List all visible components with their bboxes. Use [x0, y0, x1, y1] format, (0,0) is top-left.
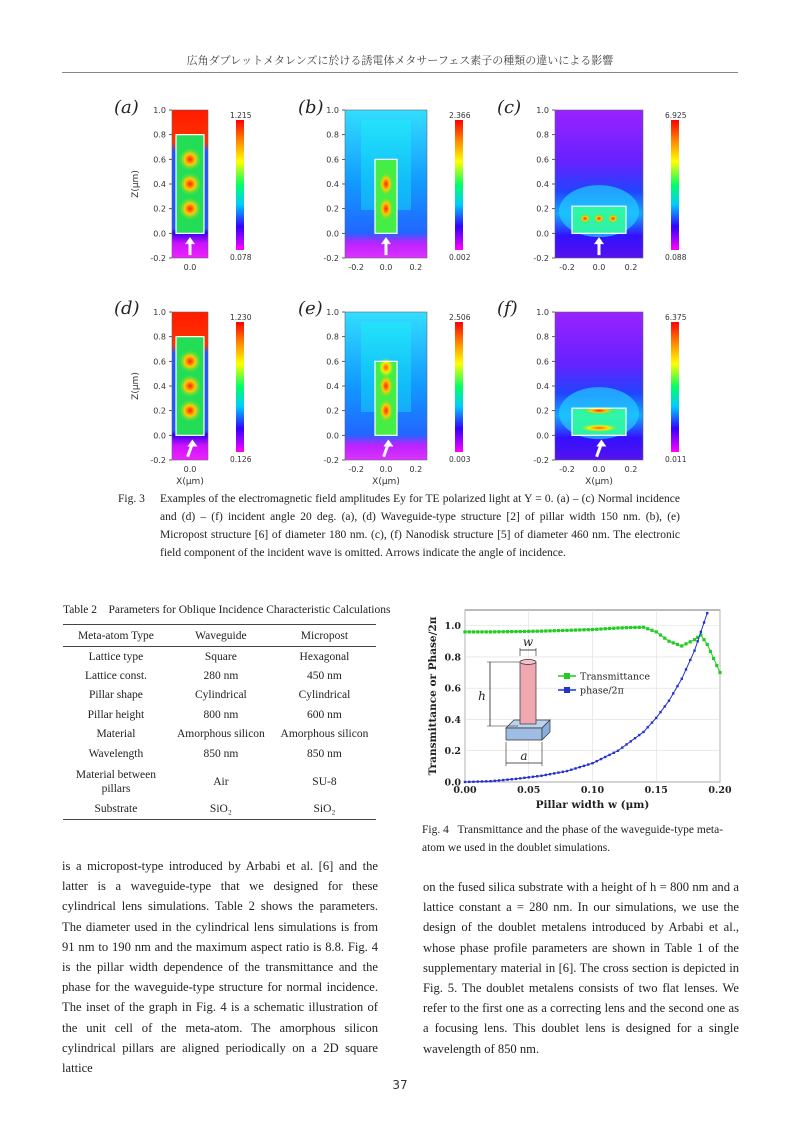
body-text-left: is a micropost-type introduced by Arbabi et al. [6] and the latter is a waveguide-type that we designed for these cylindrical lens simulations. Table 2 shows the parameters. The diameter used in the cylindrical lens simulations is from 91 nm to 190 nm and the maximum aspect ratio is 8.8. Fig. 4 is the pillar width dependence of the transmittance and the phase for the waveguide-type structure for normal incidence. The inset of the graph in Fig. 4 is a schematic illustration of the unit cell of the meta-atom. The amorphous silicon cylindrical pillars are aligned periodically on a 2D square lattice: [62, 859, 378, 1076]
x-tick-label: -0.2: [559, 465, 575, 474]
table-cell: Wavelength: [88, 747, 144, 760]
table-cell: Pillar height: [87, 708, 145, 721]
table-row: [63, 647, 376, 667]
field-map-panel: [323, 308, 470, 487]
table-row: [63, 725, 376, 745]
field-hotspot: [178, 399, 202, 423]
x-tick-label: 0.0: [183, 465, 197, 474]
x-tick-label: 0.05: [517, 785, 541, 796]
phase-point: [553, 772, 555, 774]
transmittance-point: [527, 630, 530, 633]
y-tick-label: -0.2: [533, 456, 549, 465]
transmittance-point: [621, 626, 624, 629]
fig4-caption-number: Fig. 4: [422, 824, 449, 836]
x-tick-label: 0.00: [453, 785, 477, 796]
y-tick-label: -0.2: [323, 254, 339, 263]
field-hotspot: [178, 374, 202, 398]
colorbar: [455, 322, 463, 452]
phase-point: [685, 668, 687, 670]
field-hotspot: [593, 214, 605, 224]
x-axis-label: X(μm): [372, 477, 400, 487]
phase-point: [668, 699, 670, 701]
y-tick-label: 0.2: [326, 406, 339, 416]
transmittance-point: [650, 629, 653, 632]
phase-point: [655, 717, 657, 719]
x-tick-label: 0.2: [409, 263, 423, 272]
phase-point: [506, 778, 508, 780]
colorbar: [455, 120, 463, 250]
y-tick-label: 0.4: [536, 180, 549, 189]
phase-point: [630, 740, 632, 742]
table-row: [63, 666, 376, 686]
y-tick-label: 0.8: [153, 130, 166, 140]
phase-point: [528, 776, 530, 778]
transmittance-point: [591, 628, 594, 631]
table-cell: Amorphous silicon: [176, 728, 265, 741]
colorbar: [236, 322, 244, 452]
field-map-panel: [150, 106, 251, 272]
phase-point: [549, 773, 551, 775]
y-axis-label: Z(μm): [131, 170, 141, 198]
y-tick-label: 0.8: [326, 332, 339, 342]
transmittance-point: [680, 644, 683, 647]
y-tick-label: 1.0: [153, 308, 166, 317]
colorbar: [236, 120, 244, 250]
x-tick-label: 0.2: [409, 465, 423, 474]
x-tick-label: 0.2: [624, 465, 638, 474]
y-tick-label: 0.2: [536, 204, 549, 214]
lattice-label: a: [520, 749, 528, 763]
phase-point: [532, 776, 534, 778]
phase-point: [591, 762, 593, 764]
phase-point: [477, 780, 479, 782]
table-cell: SiO₂: [169, 800, 273, 820]
table-cell: SiO₂: [273, 800, 376, 820]
figure-3: [0, 90, 800, 490]
phase-point: [642, 731, 644, 733]
table-cell: Pillar shape: [88, 689, 143, 702]
colorbar: [671, 322, 679, 452]
phase-point: [681, 678, 683, 680]
transmittance-point: [480, 630, 483, 633]
transmittance-point: [557, 629, 560, 632]
y-axis-label: Transmittance or Phase/2π: [427, 616, 439, 776]
table-cell: Lattice const.: [84, 669, 147, 682]
y-tick-label: 0.6: [326, 155, 339, 165]
table-row: [63, 800, 376, 820]
x-axis-label: X(μm): [585, 477, 613, 487]
y-tick-label: 0.0: [444, 777, 461, 789]
transmittance-point: [582, 628, 585, 631]
parameters-table: [63, 624, 376, 820]
x-tick-label: -0.2: [559, 263, 575, 272]
transmittance-point: [612, 627, 615, 630]
phase-point: [703, 621, 705, 623]
phase-point: [604, 756, 606, 758]
transmittance-point: [638, 626, 641, 629]
y-tick-label: 1.0: [536, 106, 549, 115]
table-cell: Hexagonal: [299, 650, 350, 663]
colorbar-min-label: 0.002: [449, 253, 471, 262]
pillar-top: [520, 660, 536, 665]
height-label: h: [478, 689, 486, 703]
table-cell: Material: [96, 728, 136, 741]
y-tick-label: 0.0: [326, 431, 339, 441]
phase-point: [700, 631, 702, 633]
colorbar-max-label: 6.925: [665, 111, 687, 120]
y-tick-label: 0.4: [326, 382, 339, 391]
pillar-body: [520, 662, 536, 724]
field-hotspot: [579, 424, 619, 432]
y-tick-label: 0.0: [153, 431, 166, 441]
phase-point: [502, 779, 504, 781]
y-tick-label: 0.6: [153, 357, 166, 367]
x-tick-label: 0.0: [379, 465, 393, 474]
phase-point: [515, 778, 517, 780]
y-tick-label: 0.2: [444, 746, 461, 758]
phase-point: [613, 752, 615, 754]
transmittance-point: [578, 628, 581, 631]
transmittance-point: [587, 628, 590, 631]
width-label: w: [522, 635, 534, 649]
y-tick-label: 1.0: [536, 308, 549, 317]
y-tick-label: 0.4: [536, 382, 549, 391]
y-tick-label: 0.0: [536, 431, 549, 441]
table-cell: Amorphous silicon: [280, 728, 369, 741]
phase-point: [689, 659, 691, 661]
field-map-panel: [533, 308, 686, 487]
table-cell: 800 nm: [203, 708, 239, 721]
colorbar-min-label: 0.126: [230, 455, 252, 464]
phase-point: [472, 781, 474, 783]
body-text-right: on the fused silica substrate with a height of h = 800 nm and a lattice constant a = 280 nm. In our simulations, we use the design of the doublet metalens introduced by Arbabi et al., whose phase profile parameters are shown in Table 1 of the supplementary material in [6]. The cross section is depicted in Fig. 5. The doublet metalens consists of two flat lenses. We refer to the first one as a correcting lens and the second one as a focusing lens. This doublet lens is designed for a single wavelength of 850 nm.: [423, 880, 739, 1056]
y-tick-label: 0.6: [153, 155, 166, 165]
y-tick-label: 0.0: [153, 229, 166, 239]
colorbar-max-label: 2.366: [449, 111, 471, 120]
phase-point: [676, 685, 678, 687]
phase-point: [706, 612, 708, 614]
phase-point: [672, 692, 674, 694]
phase-point: [566, 770, 568, 772]
phase-point: [498, 779, 500, 781]
phase-point: [464, 781, 466, 783]
transmittance-point: [693, 638, 696, 641]
phase-point: [617, 750, 619, 752]
transmittance-point: [659, 633, 662, 636]
field-hotspot: [178, 147, 202, 171]
y-tick-label: 0.8: [326, 130, 339, 140]
phase-point: [494, 780, 496, 782]
x-tick-label: 0.0: [183, 263, 197, 272]
table-header-cell: Waveguide: [169, 625, 273, 647]
field-map-panel: [323, 106, 470, 272]
colorbar-min-label: 0.078: [230, 253, 252, 262]
transmittance-point: [689, 640, 692, 643]
y-tick-label: 1.0: [444, 621, 461, 633]
phase-point: [659, 711, 661, 713]
y-tick-label: 0.8: [444, 652, 461, 664]
panel-label-f: (f): [497, 298, 518, 319]
transmittance-point: [523, 630, 526, 633]
x-axis-label: X(μm): [176, 477, 204, 487]
x-tick-label: -0.2: [348, 263, 364, 272]
phase-point: [557, 771, 559, 773]
x-tick-label: 0.15: [644, 785, 668, 796]
transmittance-point: [540, 630, 543, 633]
fig3-caption-number: Fig. 3: [118, 493, 145, 505]
transmittance-point: [667, 640, 670, 643]
x-tick-label: 0.20: [708, 785, 732, 796]
y-tick-label: 1.0: [326, 308, 339, 317]
phase-point: [489, 780, 491, 782]
transmittance-point: [570, 629, 573, 632]
panel-label-a: (a): [114, 97, 139, 118]
phase-point: [625, 743, 627, 745]
transmittance-point: [489, 630, 492, 633]
transmittance-point: [468, 630, 471, 633]
panel-label-c: (c): [497, 97, 522, 118]
table2-title: Table 2 Parameters for Oblique Incidence Characteristic Calculations: [63, 604, 391, 616]
y-tick-label: 0.8: [536, 332, 549, 342]
legend-marker: [564, 687, 570, 693]
transmittance-point: [646, 627, 649, 630]
x-tick-label: 0.10: [580, 785, 605, 796]
table-cell: 600 nm: [307, 708, 342, 721]
table-cell: Air: [213, 775, 229, 788]
phase-point: [485, 780, 487, 782]
y-tick-label: 0.2: [326, 204, 339, 214]
y-tick-label: 0.4: [326, 180, 339, 189]
x-tick-label: 0.0: [592, 263, 606, 272]
phase-point: [523, 777, 525, 779]
transmittance-point: [684, 642, 687, 645]
transmittance-point: [706, 643, 709, 646]
phase-point: [570, 769, 572, 771]
table-cell: SU-8: [312, 775, 337, 788]
phase-point: [634, 737, 636, 739]
table-cell: Square: [204, 650, 237, 663]
x-tick-label: 0.0: [379, 263, 393, 272]
table-row: [63, 764, 376, 800]
x-tick-label: -0.2: [348, 465, 364, 474]
transmittance-point: [629, 626, 632, 629]
table-header-row: [63, 625, 376, 647]
x-tick-label: 0.0: [592, 465, 606, 474]
transmittance-point: [715, 664, 718, 667]
table-header-cell: Micropost: [273, 625, 376, 647]
running-header: 広角ダブレットメタレンズに於ける誘電体メタサーフェス素子の種類の違いによる影響: [186, 54, 614, 67]
transmittance-point: [476, 630, 479, 633]
table-header-cell: Meta-atom Type: [63, 625, 169, 647]
transmittance-point: [709, 650, 712, 653]
phase-point: [647, 726, 649, 728]
y-tick-label: 0.8: [536, 130, 549, 140]
field-hotspot: [378, 171, 394, 197]
transmittance-point: [519, 630, 522, 633]
y-tick-label: 0.4: [153, 382, 166, 391]
figure-4-chart: [420, 598, 750, 818]
legend-label: phase/2π: [580, 685, 624, 697]
y-tick-label: 0.8: [153, 332, 166, 342]
transmittance-point: [485, 630, 488, 633]
substrate-front: [506, 728, 542, 740]
y-tick-label: 0.6: [536, 357, 549, 367]
table-row: [63, 705, 376, 725]
header-rule: [62, 72, 738, 73]
table-cell: Lattice type: [88, 650, 144, 663]
phase-point: [596, 760, 598, 762]
phase-point: [545, 774, 547, 776]
table-cell: 850 nm: [307, 747, 342, 760]
phase-point: [468, 781, 470, 783]
field-map-panel: [150, 308, 251, 487]
phase-point: [608, 754, 610, 756]
field-hotspot: [579, 214, 591, 224]
panel-label-d: (d): [114, 298, 140, 319]
phase-point: [600, 758, 602, 760]
legend-marker: [564, 673, 570, 679]
colorbar-max-label: 2.506: [449, 313, 471, 322]
colorbar: [671, 120, 679, 250]
transmittance-point: [510, 630, 513, 633]
transmittance-point: [633, 626, 636, 629]
y-tick-label: 0.2: [536, 406, 549, 416]
field-map-panel: [533, 106, 686, 272]
phase-point: [579, 766, 581, 768]
y-tick-label: 0.0: [536, 229, 549, 239]
transmittance-point: [712, 657, 715, 660]
phase-point: [696, 640, 698, 642]
y-tick-label: 0.4: [444, 714, 461, 726]
transmittance-point: [718, 671, 721, 674]
table-row: [63, 686, 376, 706]
transmittance-point: [531, 630, 534, 633]
phase-point: [511, 778, 513, 780]
phase-point: [583, 765, 585, 767]
y-tick-label: 0.2: [153, 204, 166, 214]
transmittance-point: [536, 630, 539, 633]
transmittance-point: [655, 630, 658, 633]
fig4-caption-block: [422, 821, 742, 857]
field-hotspot: [378, 398, 394, 424]
y-tick-label: 0.0: [326, 229, 339, 239]
phase-point: [587, 763, 589, 765]
y-tick-label: -0.2: [150, 456, 166, 465]
transmittance-point: [672, 641, 675, 644]
transmittance-point: [548, 629, 551, 632]
transmittance-point: [642, 626, 645, 629]
colorbar-max-label: 1.215: [230, 111, 252, 120]
table-cell: 450 nm: [307, 669, 342, 682]
field-hotspot: [178, 172, 202, 196]
transmittance-point: [565, 629, 568, 632]
transmittance-point: [608, 627, 611, 630]
transmittance-point: [616, 626, 619, 629]
transmittance-point: [472, 630, 475, 633]
colorbar-max-label: 1.230: [230, 313, 252, 322]
table-row: [63, 744, 376, 764]
transmittance-point: [604, 627, 607, 630]
panel-label-e: (e): [298, 298, 323, 319]
transmittance-point: [506, 630, 509, 633]
colorbar-max-label: 6.375: [665, 313, 687, 322]
table-cell: Cylindrical: [298, 689, 351, 702]
transmittance-point: [574, 628, 577, 631]
x-axis-label: Pillar width w (μm): [535, 799, 650, 811]
y-tick-label: 0.4: [153, 180, 166, 189]
phase-point: [481, 780, 483, 782]
field-hotspot: [607, 214, 619, 224]
transmittance-point: [599, 627, 602, 630]
transmittance-point: [514, 630, 517, 633]
table-cell: Substrate: [63, 800, 169, 820]
y-tick-label: 0.2: [153, 406, 166, 416]
transmittance-point: [497, 630, 500, 633]
page-number: 37: [392, 1078, 408, 1092]
y-tick-label: 0.6: [326, 357, 339, 367]
legend-label: Transmittance: [580, 671, 650, 683]
transmittance-point: [676, 643, 679, 646]
phase-point: [574, 767, 576, 769]
table-cell: 280 nm: [203, 669, 239, 682]
transmittance-point: [625, 626, 628, 629]
y-tick-label: -0.2: [323, 456, 339, 465]
phase-point: [562, 771, 564, 773]
transmittance-point: [463, 630, 466, 633]
phase-point: [664, 705, 666, 707]
fig3-caption: Examples of the electromagnetic field amplitudes Ey for TE polarized light at Y = 0. (a) – (c) Normal incidence and (d) – (f) incident angle 20 deg. (a), (d) Waveguide-type structure [2] of pillar width 150 nm. (b), (e) Micropost structure [6] of diameter 180 nm. (c), (f) Nanodisk structure [5] of diameter 460 nm. The electronic field component of the incident wave is omitted. Arrows indicate the angle of incidence.: [160, 493, 680, 559]
y-tick-label: 1.0: [326, 106, 339, 115]
transmittance-point: [502, 630, 505, 633]
phase-point: [638, 734, 640, 736]
y-tick-label: -0.2: [150, 254, 166, 263]
field-hotspot: [378, 358, 394, 378]
field-hotspot: [378, 196, 394, 222]
table-cell: 850 nm: [203, 747, 239, 760]
transmittance-point: [663, 637, 666, 640]
y-tick-label: 1.0: [153, 106, 166, 115]
transmittance-point: [544, 629, 547, 632]
y-tick-label: -0.2: [533, 254, 549, 263]
colorbar-min-label: 0.003: [449, 455, 471, 464]
table-cell: Cylindrical: [195, 689, 247, 702]
phase-point: [536, 775, 538, 777]
y-tick-label: 0.6: [536, 155, 549, 165]
field-hotspot: [178, 349, 202, 373]
y-axis-label: Z(μm): [131, 372, 141, 400]
colorbar-min-label: 0.088: [665, 253, 687, 262]
x-tick-label: 0.2: [624, 263, 638, 272]
transmittance-point: [553, 629, 556, 632]
transmittance-point: [702, 638, 705, 641]
field-hotspot: [178, 197, 202, 221]
transmittance-point: [561, 629, 564, 632]
phase-point: [519, 777, 521, 779]
table-cell: Material between pillars: [75, 768, 156, 795]
phase-point: [621, 746, 623, 748]
phase-point: [651, 721, 653, 723]
colorbar-min-label: 0.011: [665, 455, 687, 464]
phase-point: [693, 649, 695, 651]
phase-point: [540, 775, 542, 777]
transmittance-point: [493, 630, 496, 633]
transmittance-point: [595, 628, 598, 631]
panel-label-b: (b): [298, 97, 324, 118]
y-tick-label: 0.6: [444, 683, 461, 695]
fig4-caption: Transmittance and the phase of the waveguide-type meta-atom we used in the doublet simulations.: [422, 824, 724, 854]
